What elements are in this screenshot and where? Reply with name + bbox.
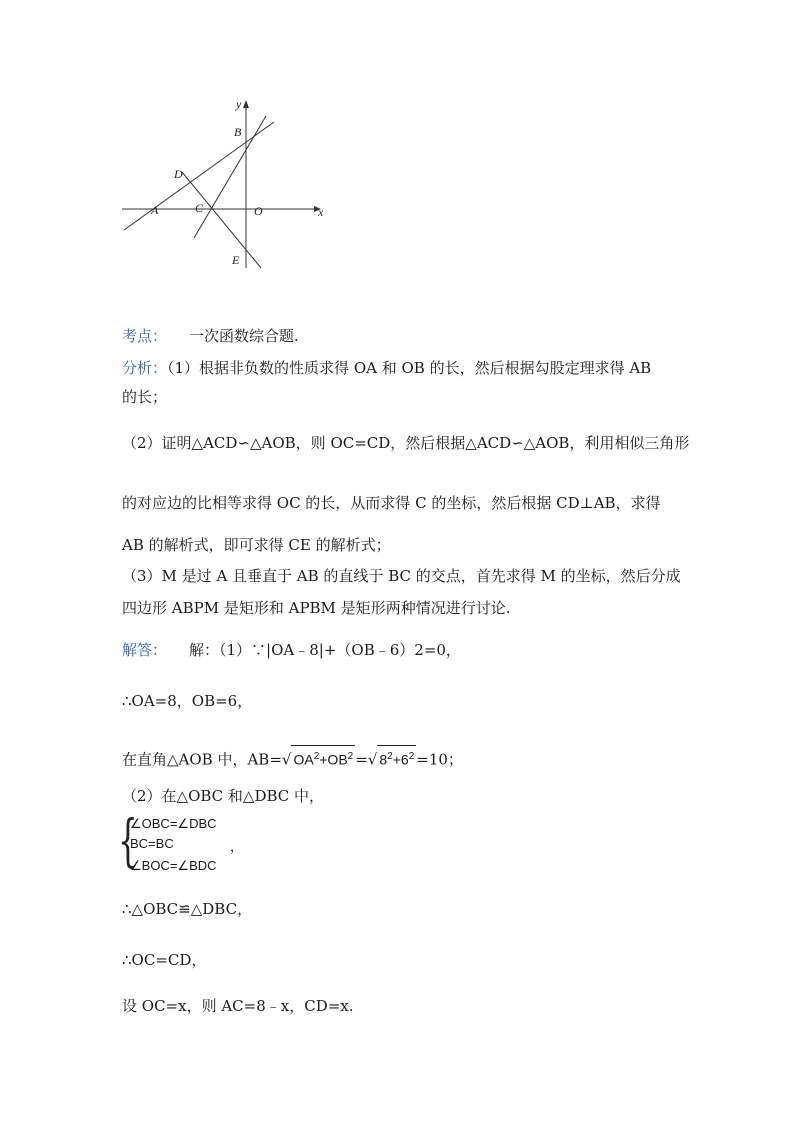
jieda-s1: 解：（1）∵|OA﹣8|+（OB﹣6）2=0， <box>189 641 461 659</box>
jieda-line-3: 在直角△AOB 中，AB=√ $OA^2+OB^2$ =√ $8^2+6^2 =10$； <box>122 745 463 771</box>
ab-result: =10； <box>416 750 463 769</box>
coordinate-figure <box>118 92 330 274</box>
kaodian-text: 一次函数综合题. <box>189 327 299 345</box>
jieda-line-7: 设 OC=x，则 AC=8﹣x，CD=x. <box>122 997 354 1015</box>
sqrt-oa-ob: √ $OA^2+OB^2$ <box>282 745 355 771</box>
system-comma: ， <box>230 839 244 854</box>
system-row-2: BC=BC <box>130 836 174 851</box>
fenxi-line-5: AB 的解析式，即可求得 CE 的解析式； <box>122 536 391 554</box>
kaodian-line <box>122 325 299 347</box>
label-o: O <box>254 204 263 218</box>
sqrt-8-6: √ $8^2+6^2$ <box>368 745 416 771</box>
fenxi-p1a: （1）根据非负数的性质求得 OA 和 OB 的长，然后根据勾股定理求得 AB <box>167 359 652 377</box>
line-cb <box>194 116 266 238</box>
fenxi-line-1 <box>122 357 651 379</box>
label-b: B <box>234 125 242 139</box>
fenxi-line-3: （2）证明△ACD∽△AOB，则 OC=CD，然后根据△ACD∽△AOB，利用相似三角形 <box>122 434 690 452</box>
line-dce <box>182 172 261 268</box>
fenxi-label: 分析： <box>122 359 168 377</box>
y-axis-arrow <box>243 100 249 108</box>
fenxi-line-6: （3）M 是过 A 且垂直于 AB 的直线于 BC 的交点，首先求得 M 的坐标，然后分成 <box>122 567 681 585</box>
fenxi-line-2: 的长； <box>122 388 168 406</box>
equation-system <box>118 809 268 876</box>
jieda-label: 解答： <box>122 641 168 659</box>
jieda-line-2: ∴OA=8，OB=6， <box>122 692 253 710</box>
label-y: y <box>236 97 242 111</box>
system-brace: { <box>118 809 138 874</box>
jieda-line-5: ∴△OBC≌△DBC， <box>122 900 253 918</box>
ab-formula-prefix: 在直角△AOB 中，AB= <box>122 750 282 769</box>
jieda-line-6: ∴OC=CD， <box>122 951 207 969</box>
system-row-3: ∠BOC=∠BDC <box>130 858 217 873</box>
label-c: C <box>195 201 204 215</box>
label-d: D <box>174 167 183 181</box>
system-row-1: ∠OBC=∠DBC <box>130 816 217 831</box>
jieda-line-4: （2）在△OBC 和△DBC 中， <box>122 787 325 805</box>
label-e: E <box>232 253 240 267</box>
jieda-line-1 <box>122 639 461 661</box>
fenxi-line-4: 的对应边的比相等求得 OC 的长，从而求得 C 的坐标，然后根据 CD⊥AB，求得 <box>122 494 661 512</box>
kaodian-label: 考点： <box>122 327 168 345</box>
fenxi-line-7: 四边形 ABPM 是矩形和 APBM 是矩形两种情况进行讨论. <box>122 599 511 617</box>
coordinate-diagram <box>118 92 330 274</box>
label-x: x <box>318 205 324 219</box>
label-a: A <box>151 203 159 217</box>
